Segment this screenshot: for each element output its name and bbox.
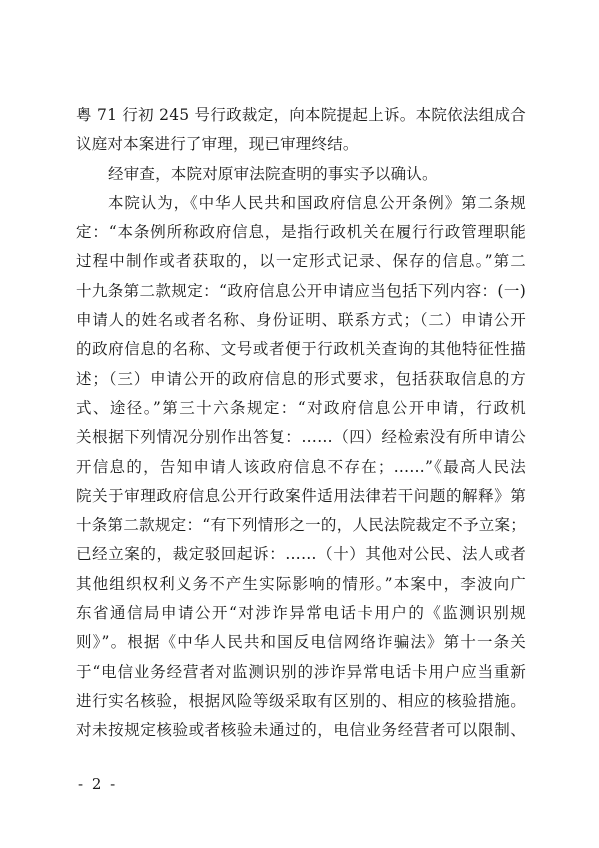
text-line-11: 式、途径。”第三十六条规定：“对政府信息公开申请，行政机 <box>76 398 526 417</box>
text-line-17: 其他组织权利义务不产生实际影响的情形。”本案中，李波向广 <box>76 574 526 593</box>
text-line-6: 过程中制作或者获取的，以一定形式记录、保存的信息。”第二 <box>76 252 526 271</box>
text-line-5: 定：“本条例所称政府信息，是指行政机关在履行行政管理职能 <box>76 223 526 242</box>
text-line-7: 十九条第二款规定：“政府信息公开申请应当包括下列内容：(一) <box>76 281 526 300</box>
text-line-1: 粤 71 行初 245 号行政裁定，向本院提起上诉。本院依法组成合 <box>76 106 526 124</box>
page-number: - 2 - <box>78 775 118 793</box>
text-line-9: 的政府信息的名称、文号或者便于行政机关查询的其他特征性描 <box>76 340 526 359</box>
text-line-2: 议庭对本案进行了审理，现已审理终结。 <box>76 135 359 154</box>
text-line-22: 对未按规定核验或者核验未通过的，电信业务经营者可以限制、 <box>76 721 526 740</box>
text-line-14: 院关于审理政府信息公开行政案件适用法律若干问题的解释》第 <box>76 486 526 505</box>
text-line-4: 本院认为，《中华人民共和国政府信息公开条例》第二条规 <box>108 193 526 212</box>
document-body <box>76 101 526 746</box>
text-line-10: 述；（三）申请公开的政府信息的形式要求，包括获取信息的方 <box>76 369 526 388</box>
text-line-8: 申请人的姓名或者名称、身份证明、联系方式；（二）申请公开 <box>76 311 526 330</box>
text-line-15: 十条第二款规定：“有下列情形之一的，人民法院裁定不予立案； <box>76 516 526 535</box>
text-line-12: 关根据下列情况分别作出答复：……（四）经检索没有所申请公 <box>76 428 526 447</box>
text-line-13: 开信息的，告知申请人该政府信息不存在；……”《最高人民法 <box>76 457 526 476</box>
text-line-16: 已经立案的，裁定驳回起诉：……（十）其他对公民、法人或者 <box>76 545 526 564</box>
text-line-3: 经审查，本院对原审法院查明的事实予以确认。 <box>108 164 438 183</box>
text-line-20: 于“电信业务经营者对监测识别的涉诈异常电话卡用户应当重新 <box>76 662 526 681</box>
text-line-21: 进行实名核验，根据风险等级采取有区别的、相应的核验措施。 <box>76 691 526 710</box>
text-line-19: 则》”。根据《中华人民共和国反电信网络诈骗法》第十一条关 <box>76 633 526 652</box>
text-line-18: 东省通信局申请公开“对涉诈异常电话卡用户的《监测识别规 <box>76 604 526 623</box>
